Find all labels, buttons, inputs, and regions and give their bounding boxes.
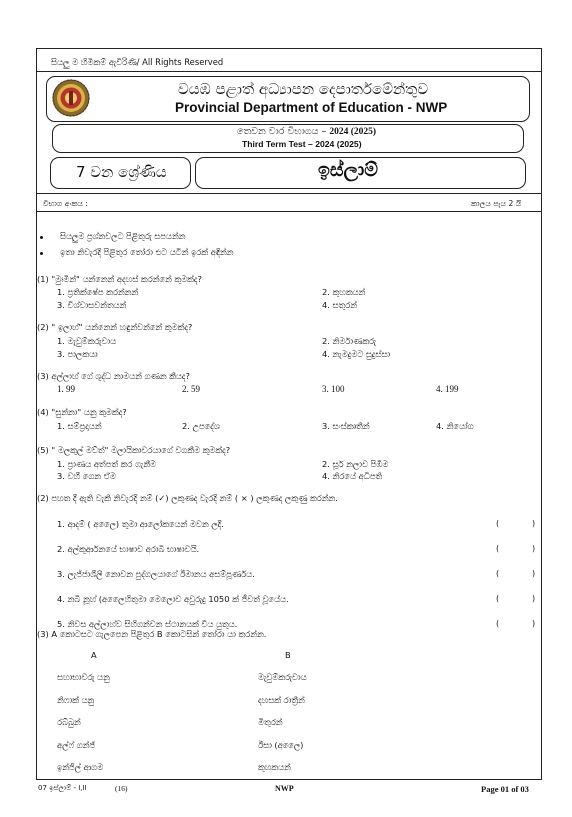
- tf-answer-open-5[interactable]: (: [496, 619, 500, 628]
- q2-option-4[interactable]: 4. නැමදුමට සුදුස්සා: [322, 349, 391, 359]
- q4-option-2[interactable]: 2. උපදේශ: [182, 421, 220, 431]
- match-b-1[interactable]: මැවුම්කරුවාය: [258, 672, 307, 682]
- q4-option-4[interactable]: 4. නියෝග: [436, 421, 474, 431]
- q1-option-4[interactable]: 4. සතුරන්: [322, 300, 358, 310]
- q5-option-1[interactable]: 1. ප්‍රාණය අත්පත් කර ගැනීම: [57, 459, 156, 469]
- footer-subject-code: 07 ඉස්ලාම් - I,II: [38, 784, 87, 792]
- divider: [36, 193, 541, 194]
- question-2: (2) " ඉලාහ්" යන්නෙන් හඳුන්වන්නේ කුමක්ද?: [37, 322, 193, 332]
- instruction-2: ඉතා නිවැරදි පිළිතුර තෝරා එට යටින් ඉරක් අඳින්න: [60, 247, 234, 257]
- tf-statement-2: 2. අල්කුර්ආනයේ භාෂාව අරාබි භාෂාවයි.: [57, 544, 200, 554]
- q3-option-2[interactable]: 2. 59: [182, 384, 200, 394]
- department-logo: [52, 79, 90, 117]
- tf-answer-close-5[interactable]: ): [532, 619, 536, 628]
- match-b-3[interactable]: මිතුරන්: [258, 717, 283, 727]
- column-a-label: A: [91, 650, 97, 660]
- tf-answer-open-1[interactable]: (: [496, 519, 500, 528]
- match-a-2[interactable]: නිෆාක් යනු: [57, 695, 95, 705]
- q1-option-2[interactable]: 2. කුහකයන්: [322, 287, 366, 297]
- q2-option-1[interactable]: 1. මැවුම්කරුවාය: [57, 336, 117, 346]
- time-allowed: කාලය පැය 2 යි: [471, 199, 522, 208]
- exam-title-english: Third Term Test – 2024 (2025): [242, 139, 362, 149]
- question-3: (3) අල්ලාහ් ගේ ශුද්ධ නාමයන් ගණන කීයද?: [37, 371, 190, 381]
- grade-label: 7 වන ශ්‍රේණිය: [76, 163, 167, 181]
- q2-option-2[interactable]: 2. නිර්මාණකරු: [322, 336, 376, 346]
- q1-option-3[interactable]: 3. විශ්වාසවන්තයන්: [57, 300, 127, 310]
- footer-page-number: Page 01 of 03: [481, 784, 529, 794]
- tf-answer-close-4[interactable]: ): [532, 594, 536, 603]
- tf-statement-3: 3. ලැජ්ජාශීලී නොවන පුද්ගලයාගේ ඊමානය අසම්පූර්ණය.: [57, 569, 255, 579]
- section-2-heading: (2) පහත දී ඇති වැකි නිවැරදි නම් (✓) ලකුණද වැරදි නම් ( × ) ලකුණද ලකුණු කරන්න.: [37, 493, 338, 503]
- match-a-3[interactable]: රබ්බුන්: [57, 717, 81, 727]
- q4-option-1[interactable]: 1. සම්ප්‍රදායන්: [57, 421, 102, 431]
- match-a-1[interactable]: සහාභාවරු යනු: [57, 672, 110, 682]
- tf-answer-close-1[interactable]: ): [532, 519, 536, 528]
- tf-answer-open-2[interactable]: (: [496, 544, 500, 553]
- index-number-label: විභාග අංකය :: [43, 199, 88, 208]
- match-b-2[interactable]: දහසක් රාත්‍රීන්: [258, 695, 305, 705]
- instruction-1: සියලුම ප්‍රශ්නවලට පිළිතුරු සපයන්න: [60, 231, 186, 241]
- copyright-notice: සියලු ම හිමිකම් ඇවිරිණි/ All Rights Reserved: [51, 57, 224, 67]
- q2-option-3[interactable]: 3. පාලකයා: [57, 349, 98, 359]
- question-1: (1) "මුඃමින්" යන්නෙන් අදහස් කරන්නේ කුමක්ද?: [37, 274, 202, 284]
- match-a-4[interactable]: අල්ෆ් ගන්ජ්: [57, 740, 95, 750]
- q5-option-2[interactable]: 2. සූර් නලාව පිඹීම: [322, 459, 389, 469]
- q3-option-1[interactable]: 1. 99: [57, 384, 75, 394]
- tf-answer-open-4[interactable]: (: [496, 594, 500, 603]
- question-4: (4) "සුන්නා" යනු කුමක්ද?: [37, 407, 127, 417]
- tf-statement-1: 1. ආදම් ( අලෛ) තුමා ආලෝකයෙන් මවන ලදී.: [57, 519, 224, 529]
- tf-answer-close-2[interactable]: ): [532, 544, 536, 553]
- q5-option-4[interactable]: 4. නිරයේ අධිපති: [322, 471, 383, 481]
- divider: [36, 211, 541, 212]
- q3-option-4[interactable]: 4. 199: [436, 384, 459, 394]
- tf-answer-close-3[interactable]: ): [532, 569, 536, 578]
- exam-title-sinhala: තෙවන වාර විභාගය – 2024 (2025): [237, 126, 377, 137]
- column-b-label: B: [285, 650, 291, 660]
- divider: [36, 71, 541, 72]
- tf-answer-open-3[interactable]: (: [496, 569, 500, 578]
- match-a-5[interactable]: ඉන්ජිල් ආගම: [57, 762, 104, 772]
- tf-statement-5: 5. නිවස අල්ලාහ්ව සිහිගන්වන ස්ථානයක් විය යුතුය.: [57, 619, 238, 629]
- footer-nwp: NWP: [275, 784, 294, 793]
- footer-page-count: (16): [115, 784, 128, 793]
- q1-option-1[interactable]: 1. ප්‍රතික්ෂේප කරන්නන්: [57, 287, 139, 297]
- section-3-heading: (3) A කොටසට ගැලපෙන පිළිතුර B කොටසින් තෝරා යා කරන්න.: [37, 629, 267, 639]
- q4-option-3[interactable]: 3. සංස්කෘතීන්: [322, 421, 370, 431]
- department-name-sinhala: වයඹ පළාත් අධ්‍යාපන දෙපාර්තමේන්තුව: [178, 80, 429, 98]
- match-b-4[interactable]: ඊසා (අලෛ): [258, 740, 304, 750]
- department-name-english: Provincial Department of Education - NWP: [175, 100, 448, 115]
- q5-option-3[interactable]: 3. වහී ගෙන ඒම: [57, 471, 116, 481]
- subject-title: ඉස්ලාම්: [318, 159, 378, 181]
- question-5: (5) " මලකුල් මව්ත්" මලායිකාවරයාගේ වගකීම කුමක්ද?: [37, 445, 231, 455]
- tf-statement-4: 4. නබි නූහ් (අලෛහිතුමා මෙලොව අවුරුදු 1050 ක් ජීවත් වූයේය.: [57, 594, 289, 604]
- match-b-5[interactable]: කුහකයන්: [258, 762, 291, 772]
- q3-option-3[interactable]: 3. 100: [322, 384, 345, 394]
